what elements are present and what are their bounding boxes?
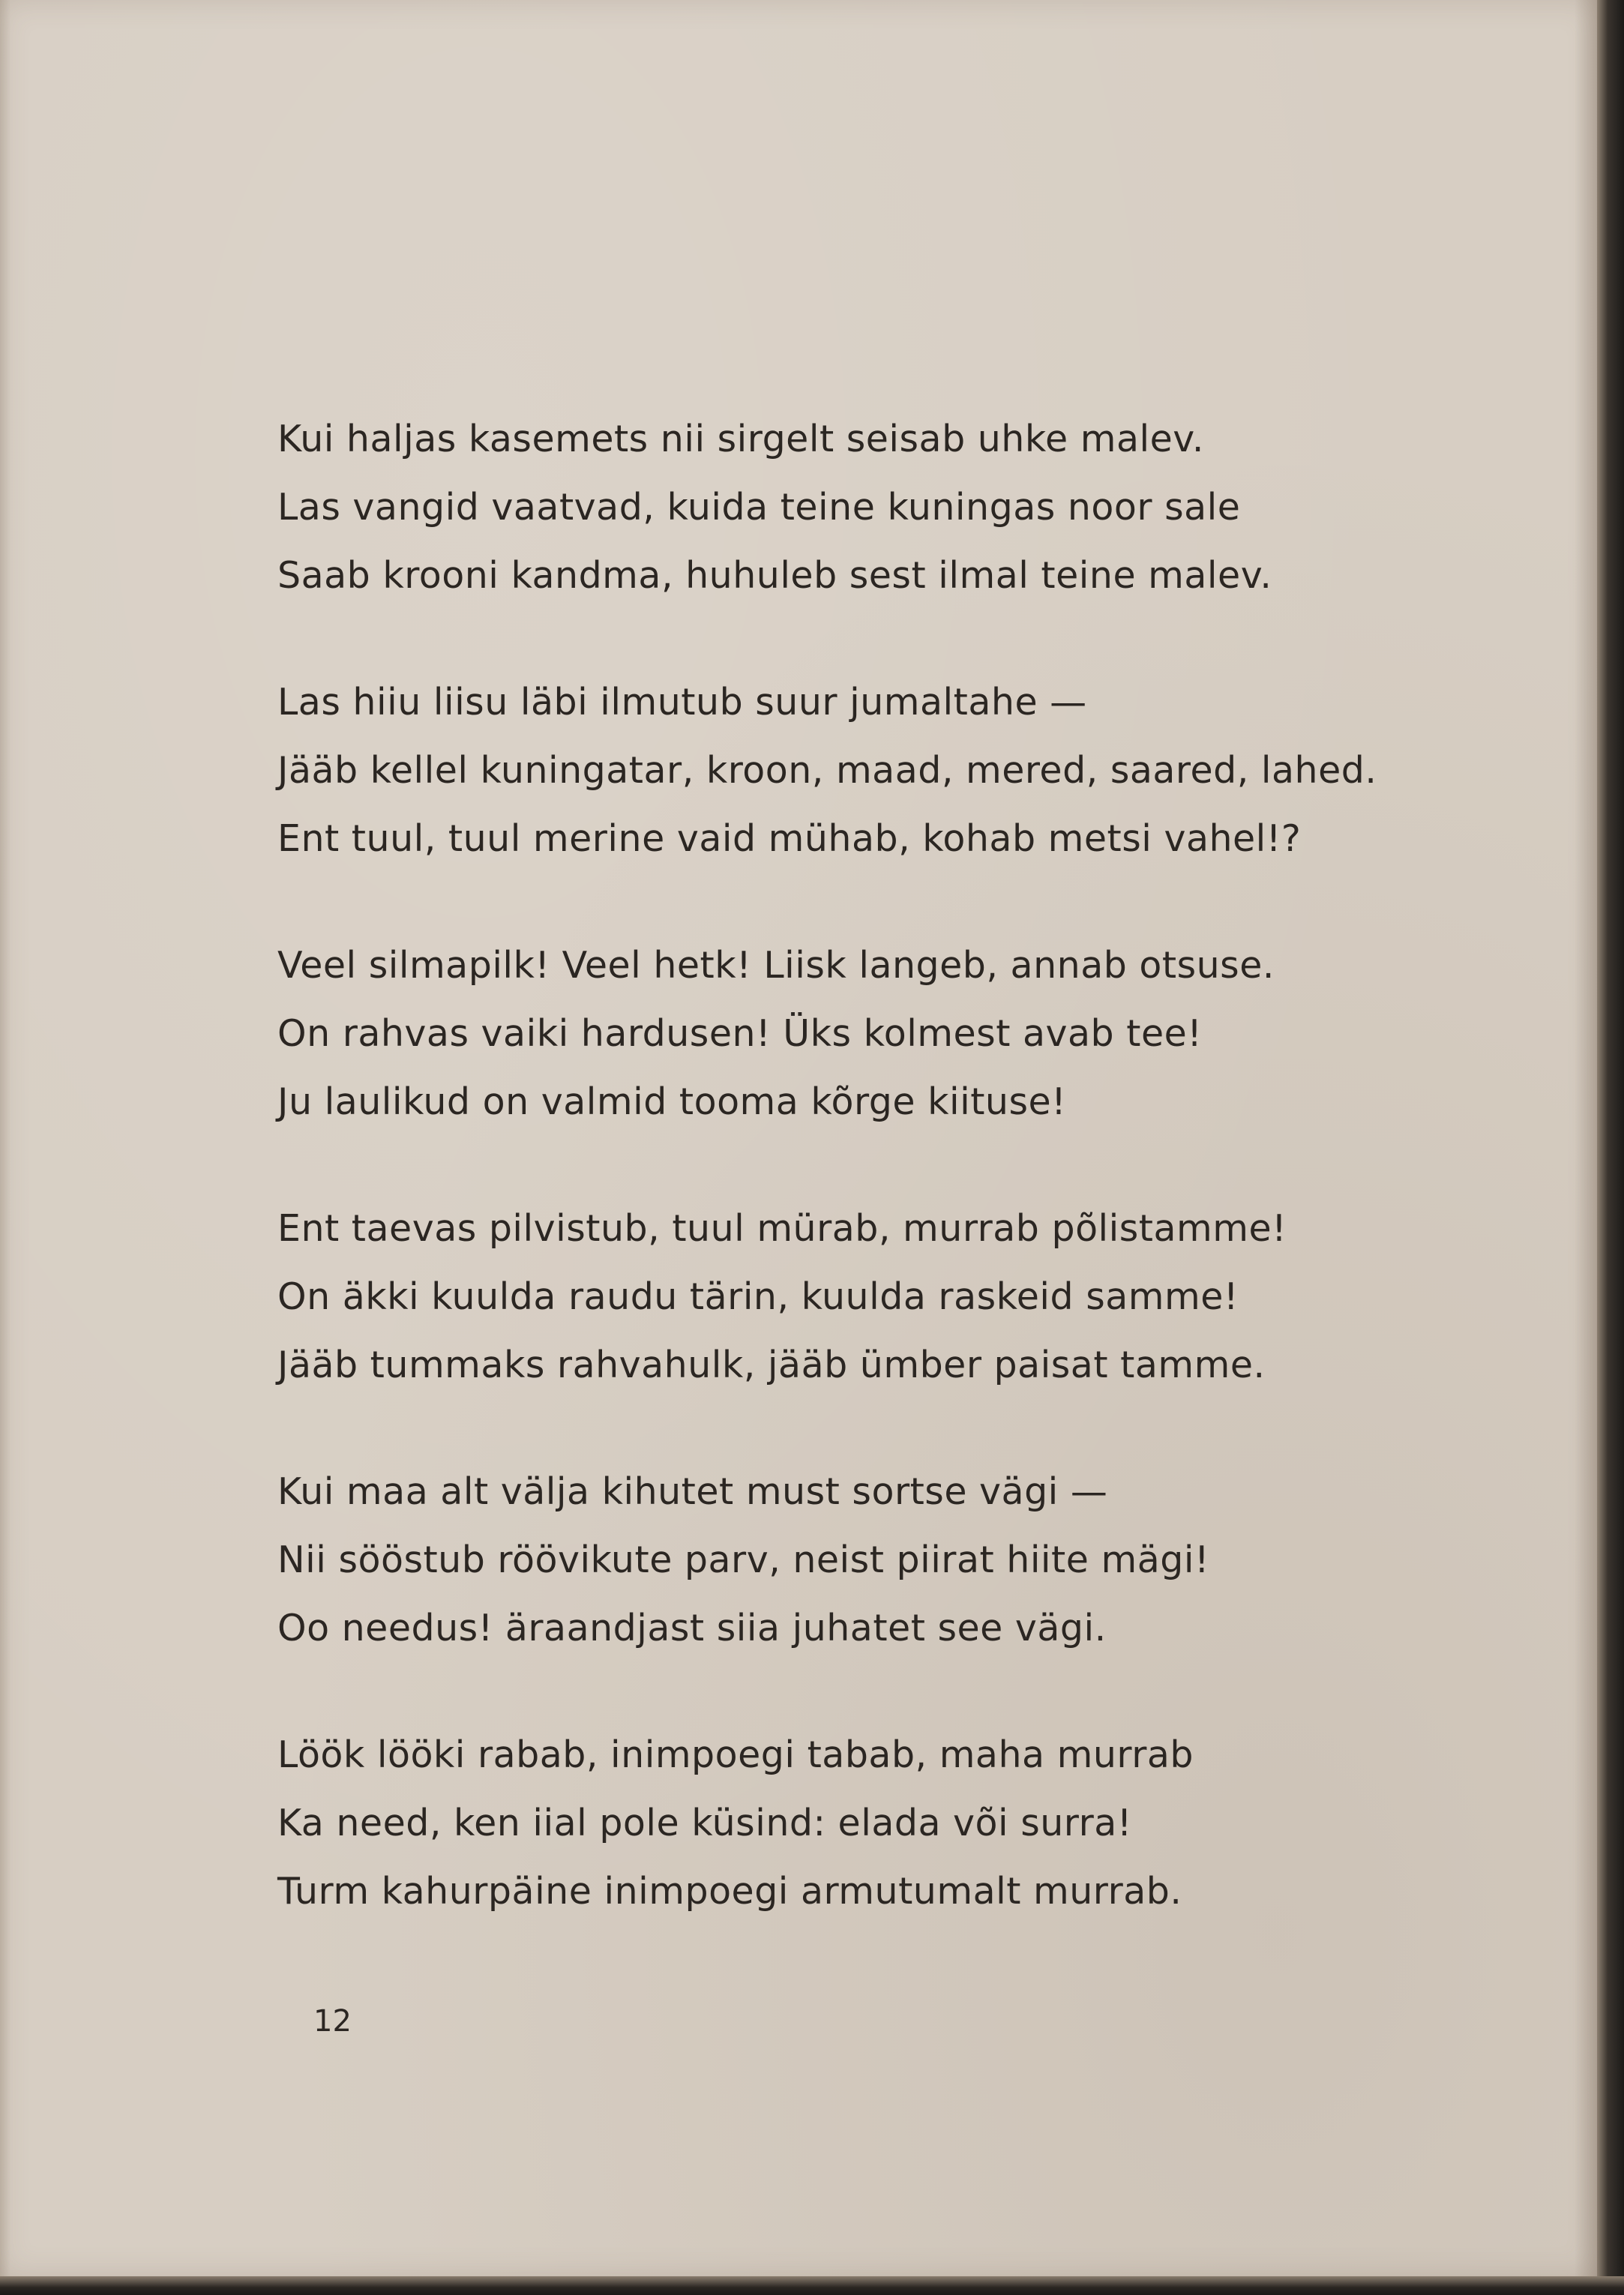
page-bottom-shadow: [0, 2276, 1624, 2295]
poem-line: Las hiiu liisu läbi ilmutub suur jumaltahe —: [277, 681, 1087, 724]
poem-line: Jääb kellel kuningatar, kroon, maad, mered, saared, lahed.: [277, 749, 1377, 792]
poem-line: On rahvas vaiki hardusen! Üks kolmest avab tee!: [277, 1012, 1203, 1055]
poem: [277, 405, 1552, 1984]
poem-line: Oo needus! äraandjast siia juhatet see vägi.: [277, 1607, 1107, 1649]
poem-line: Ent tuul, tuul merine vaid mühab, kohab metsi vahel!?: [277, 817, 1302, 860]
poem-line: Saab krooni kandma, huhuleb sest ilmal teine malev.: [277, 554, 1272, 597]
poem-line: Kui maa alt välja kihutet must sortse vägi —: [277, 1470, 1108, 1513]
poem-line: Kui haljas kasemets nii sirgelt seisab uhke malev.: [277, 418, 1205, 460]
poem-line: Veel silmapilk! Veel hetk! Liisk langeb, annab otsuse.: [277, 944, 1275, 987]
poem-line: Löök lööki rabab, inimpoegi tabab, maha murrab: [277, 1733, 1194, 1776]
stanza-3: [277, 931, 1552, 1136]
stanza-5: [277, 1458, 1552, 1662]
poem-line: Ent taevas pilvistub, tuul mürab, murrab põlistamme!: [277, 1207, 1287, 1250]
stanza-4: [277, 1194, 1552, 1399]
poem-line: On äkki kuulda raudu tärin, kuulda raskeid samme!: [277, 1275, 1239, 1318]
page-edge-shadow: [1597, 0, 1624, 2295]
poem-line: Ju laulikud on valmid tooma kõrge kiituse!: [277, 1080, 1067, 1123]
poem-line: Las vangid vaatvad, kuida teine kuningas noor sale: [277, 486, 1241, 529]
stanza-2: [277, 668, 1552, 873]
poem-line: Turm kahurpäine inimpoegi armutumalt murrab.: [277, 1870, 1182, 1913]
poem-line: Nii sööstub röövikute parv, neist piirat hiite mägi!: [277, 1538, 1210, 1581]
page-number: 12: [313, 2004, 352, 2039]
stanza-6: [277, 1721, 1552, 1925]
poem-line: Jääb tummaks rahvahulk, jääb ümber paisat tamme.: [277, 1344, 1266, 1386]
stanza-1: [277, 405, 1552, 610]
poem-line: Ka need, ken iial pole küsind: elada või surra!: [277, 1802, 1132, 1844]
